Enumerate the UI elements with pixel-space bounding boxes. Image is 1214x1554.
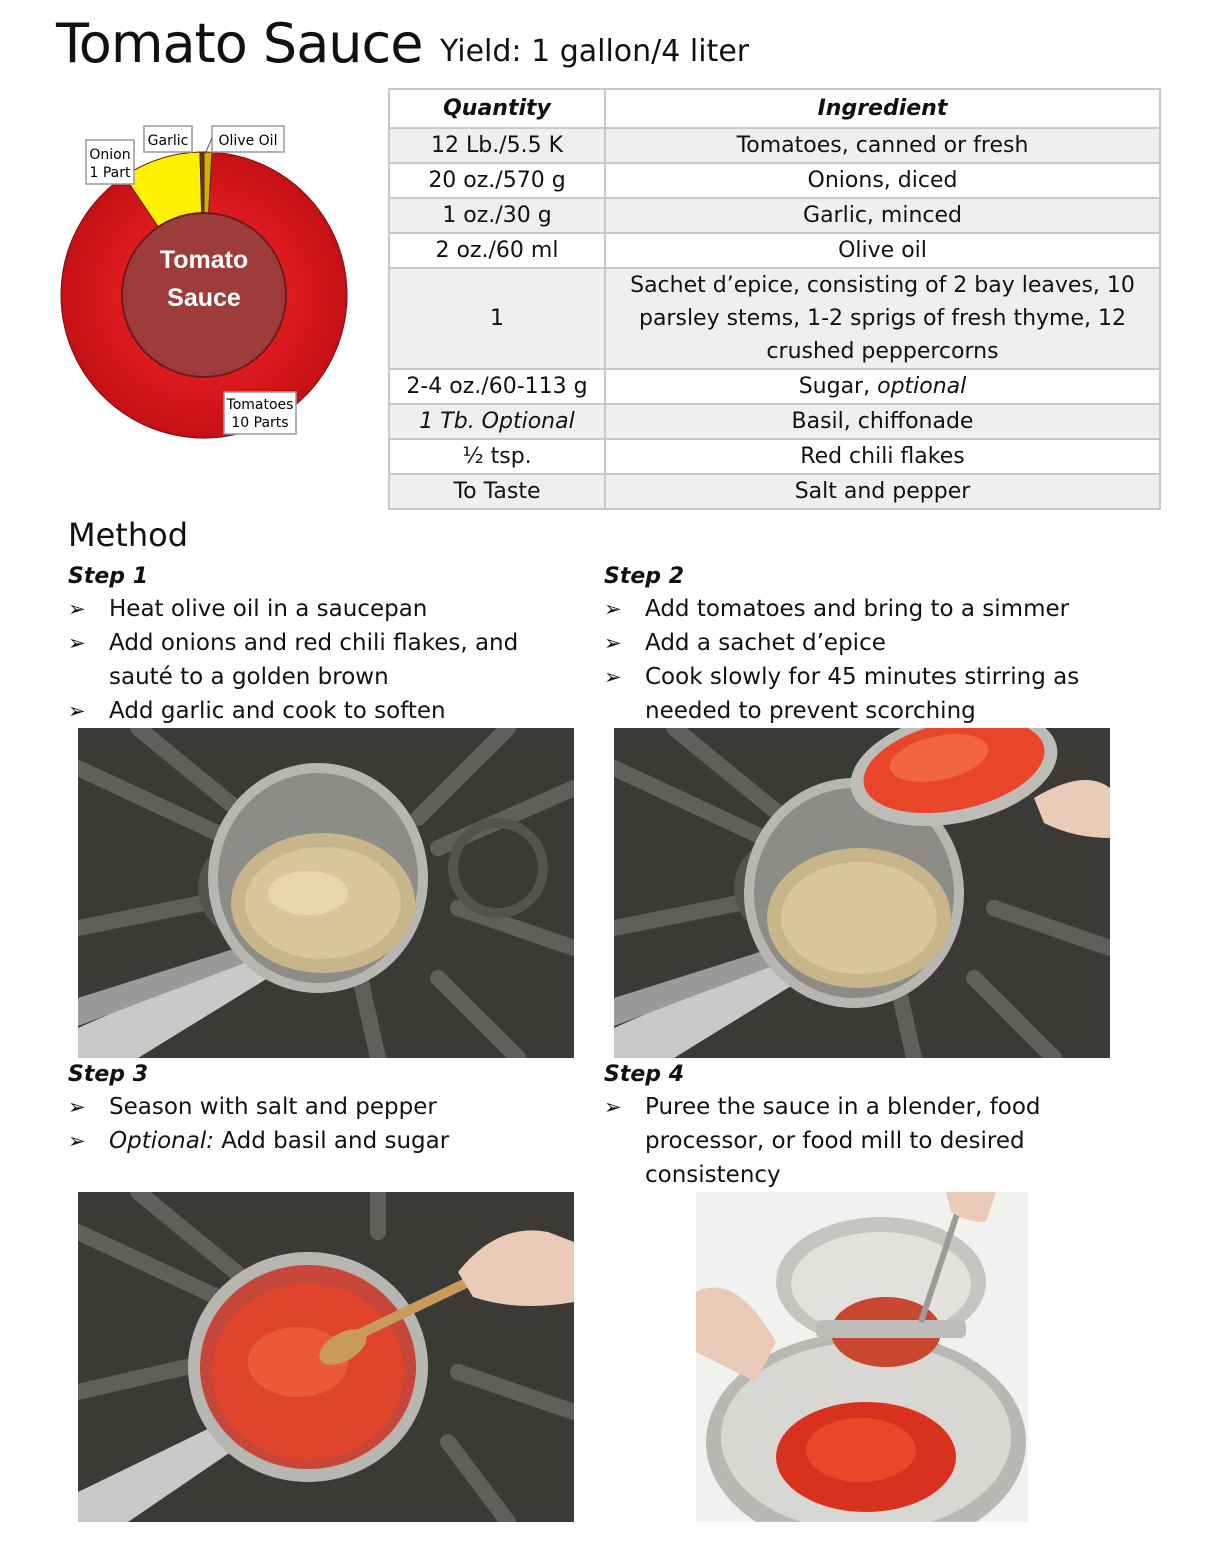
center-label-line1: Tomato (159, 246, 249, 274)
step-text: Add a sachet d’epice (645, 630, 886, 656)
garlic-label (144, 126, 192, 152)
step-text: Add tomatoes and bring to a simmer (645, 596, 1070, 622)
table-row (389, 233, 1160, 268)
table-row (389, 474, 1160, 509)
step-text: Add garlic and cook to soften (109, 698, 446, 724)
step-text: Add basil and sugar (214, 1128, 450, 1154)
step-1-photo (78, 728, 574, 1058)
item-cell: Olive oil (605, 233, 1160, 268)
item-cell: Onions, diced (605, 163, 1160, 198)
arrow-bullet-icon: ➢ (604, 597, 622, 621)
item-cell: Salt and pepper (605, 474, 1160, 509)
olive-oil-label-text: Olive Oil (218, 133, 278, 149)
onion-label (86, 140, 134, 184)
tomatoes-label (224, 392, 296, 434)
arrow-bullet-icon: ➢ (68, 597, 86, 621)
item-cell: Red chili flakes (605, 439, 1160, 474)
step-1-title: Step 1 (68, 564, 148, 589)
item-cell: Sachet d’epice, consisting of 2 bay leaves, 10 parsley stems, 1-2 sprigs of fresh thyme, 12 crushed peppercorns (605, 268, 1160, 369)
table-row (389, 198, 1160, 233)
center-label-line2: Sauce (167, 284, 241, 312)
table-row (389, 439, 1160, 474)
arrow-bullet-icon: ➢ (68, 631, 86, 655)
arrow-bullet-icon: ➢ (68, 1129, 86, 1153)
garlic-label-text: Garlic (147, 133, 189, 149)
step-text: Heat olive oil in a saucepan (109, 596, 428, 622)
arrow-bullet-icon: ➢ (604, 1095, 622, 1119)
item-cell: Garlic, minced (605, 198, 1160, 233)
step-1 (68, 562, 588, 728)
qty-cell: 1 oz./30 g (389, 198, 605, 233)
list-item (68, 1090, 588, 1124)
arrow-bullet-icon: ➢ (604, 665, 622, 689)
step-2-photo (614, 728, 1110, 1058)
method-heading: Method (68, 516, 189, 554)
step-3 (68, 1060, 588, 1158)
arrow-bullet-icon: ➢ (68, 699, 86, 723)
onion-label-line1: Onion (89, 147, 131, 163)
optional-label: Optional: (109, 1128, 214, 1154)
table-row (389, 128, 1160, 163)
step-text: Add onions and red chili flakes, and sauté to a golden brown (109, 630, 519, 690)
list-item (604, 1090, 1074, 1192)
arrow-bullet-icon: ➢ (604, 631, 622, 655)
list-item (68, 694, 588, 728)
qty-cell: 12 Lb./5.5 K (389, 128, 605, 163)
table-row (389, 404, 1160, 439)
ratio-donut-chart (40, 110, 370, 450)
table-row (389, 369, 1160, 404)
list-item (68, 592, 588, 626)
step-text: Season with salt and pepper (109, 1094, 437, 1120)
qty-cell: To Taste (389, 474, 605, 509)
onion-label-line2: 1 Part (89, 165, 131, 181)
step-4-photo (696, 1192, 1028, 1522)
step-2 (604, 562, 1084, 728)
table-row (389, 163, 1160, 198)
qty-cell: 2-4 oz./60-113 g (389, 369, 605, 404)
olive-oil-label (205, 126, 284, 154)
arrow-bullet-icon: ➢ (68, 1095, 86, 1119)
qty-cell: 1 Tb. Optional (389, 404, 605, 439)
tomatoes-label-line1: Tomatoes (226, 397, 294, 413)
step-4-title: Step 4 (604, 1062, 684, 1087)
quantity-header: Quantity (389, 89, 605, 128)
step-2-title: Step 2 (604, 564, 684, 589)
step-text: Cook slowly for 45 minutes stirring as needed to prevent scorching (645, 664, 1080, 724)
table-row (389, 268, 1160, 369)
step-4 (604, 1060, 1074, 1192)
ingredient-table (388, 88, 1161, 510)
yield-text: Yield: 1 gallon/4 liter (440, 34, 750, 69)
item-cell (605, 369, 1160, 404)
tomatoes-label-line2: 10 Parts (231, 415, 289, 431)
item-italic-text: optional (877, 374, 967, 399)
list-item (604, 660, 1084, 728)
item-cell: Tomatoes, canned or fresh (605, 128, 1160, 163)
item-cell: Basil, chiffonade (605, 404, 1160, 439)
ingredient-header: Ingredient (605, 89, 1160, 128)
qty-cell: 20 oz./570 g (389, 163, 605, 198)
list-item (68, 1124, 588, 1158)
item-text: Sugar, (798, 374, 871, 399)
qty-cell: 1 (389, 268, 605, 369)
list-item (604, 592, 1084, 626)
list-item (604, 626, 1084, 660)
page-title: Tomato Sauce (56, 12, 423, 75)
list-item (68, 626, 588, 694)
step-text: Puree the sauce in a blender, food processor, or food mill to desired consistency (645, 1094, 1041, 1188)
qty-cell: 2 oz./60 ml (389, 233, 605, 268)
qty-cell: ½ tsp. (389, 439, 605, 474)
step-3-title: Step 3 (68, 1062, 148, 1087)
step-3-photo (78, 1192, 574, 1522)
